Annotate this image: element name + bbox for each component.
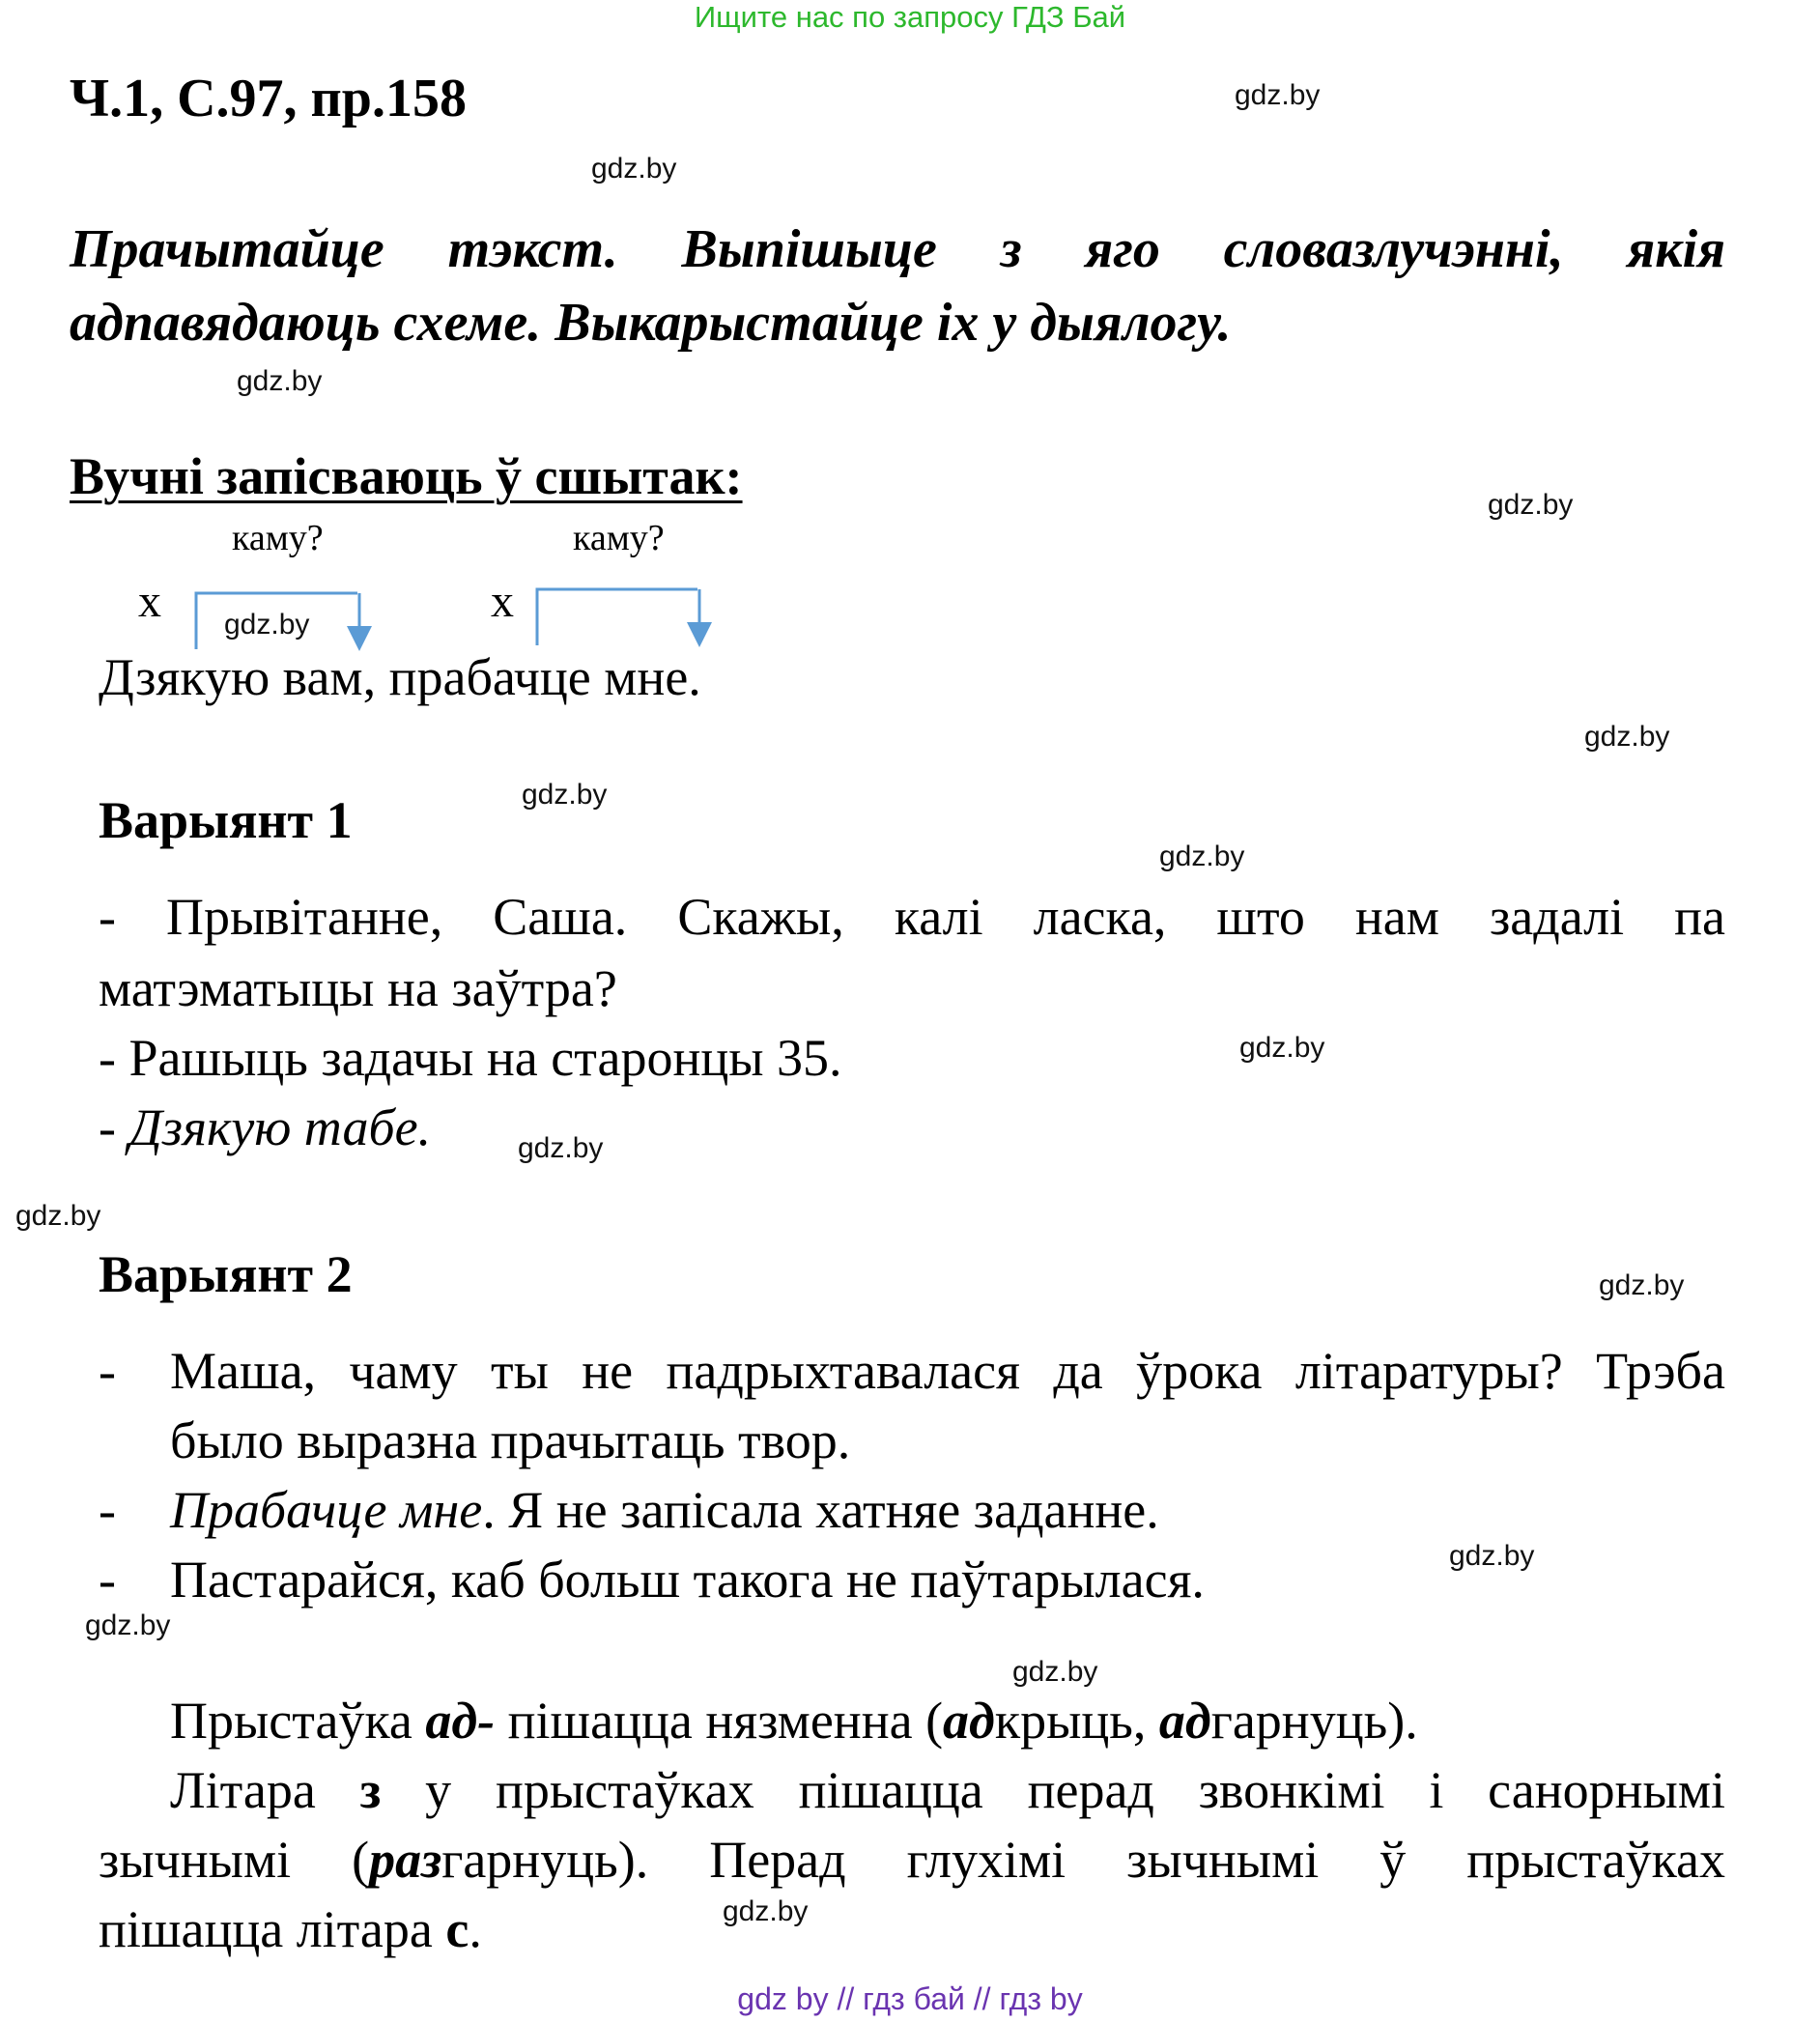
variant-2-heading: Варыянт 2 <box>99 1245 353 1303</box>
watermark: gdz.by <box>1599 1269 1685 1301</box>
watermark: gdz.by <box>1584 721 1670 753</box>
rule-paragraph-1: Прыстаўка ад- пішацца нязменна (адкрыць, адгарнуць). <box>170 1692 1418 1750</box>
bottom-banner: gdz by // гдз бай // гдз by <box>737 1981 1083 2016</box>
watermark: gdz.by <box>15 1200 101 1232</box>
variant-1-line-2: матэматыцы на заўтра? <box>99 959 617 1017</box>
phrase-thanks: Дзякую табе. <box>128 1098 432 1156</box>
scheme-marker-1: х <box>138 576 161 627</box>
watermark: gdz.by <box>522 779 608 811</box>
answer-phrases: Дзякую вам, прабачце мне. <box>99 648 701 706</box>
watermark: gdz.by <box>1449 1540 1535 1572</box>
watermark: gdz.by <box>591 153 677 185</box>
rule-paragraph-2-line-2: зычнымі (разгарнуць). Перад глухімі зычнымі ў прыстаўках <box>99 1831 1725 1889</box>
watermark: gdz.by <box>1012 1656 1098 1688</box>
variant-1-heading: Варыянт 1 <box>99 791 353 849</box>
variant-1-line-4: - Дзякую табе. <box>99 1098 432 1156</box>
notebook-heading: Вучні запісваюць ў сшытак: <box>70 447 743 505</box>
variant-1-line-1: - Прывітанне, Саша. Скажы, калі ласка, што нам задалі па <box>99 888 1725 946</box>
watermark: gdz.by <box>224 609 310 641</box>
variant-2-dash-2: - <box>99 1481 116 1539</box>
watermark: gdz.by <box>723 1895 809 1927</box>
variant-2-dash-1: - <box>99 1342 116 1400</box>
variant-2-item-3: Пастарайся, каб больш такога не паўтарылася. <box>170 1551 1205 1609</box>
task-line-2: адпавядаюць схеме. Выкарыстайце іх у дыялогу. <box>70 293 1232 353</box>
variant-2-item-2: Прабачце мне. Я не запісала хатняе заданне. <box>170 1481 1159 1539</box>
rule-paragraph-2-line-1: Літара з у прыстаўках пішацца перад звонкімі і санорнымі <box>170 1761 1725 1819</box>
watermark: gdz.by <box>85 1609 171 1641</box>
scheme-arrows <box>0 0 1820 676</box>
rule-paragraph-2-line-3: пішацца літара с. <box>99 1900 482 1958</box>
watermark: gdz.by <box>237 365 323 397</box>
variant-2-dash-3: - <box>99 1551 116 1609</box>
variant-1-line-3: - Рашыць задачы на старонцы 35. <box>99 1029 842 1087</box>
watermark: gdz.by <box>1235 79 1321 111</box>
variant-2-item-1-line-1: Маша, чаму ты не падрыхтавалася да ўрока літаратуры? Трэба <box>170 1342 1725 1400</box>
watermark: gdz.by <box>1159 840 1245 872</box>
watermark: gdz.by <box>1488 489 1574 521</box>
watermark: gdz.by <box>1239 1032 1325 1064</box>
task-line-1: Прачытайце тэкст. Выпішыце з яго словазлучэнні, якія <box>70 219 1725 279</box>
watermark: gdz.by <box>518 1132 604 1164</box>
top-banner: Ищите нас по запросу ГДЗ Бай <box>694 0 1126 34</box>
page-title: Ч.1, С.97, пр.158 <box>70 69 467 128</box>
scheme-question-1: каму? <box>232 518 324 558</box>
phrase-sorry: Прабачце мне <box>170 1481 483 1539</box>
scheme-bracket-2 <box>537 589 712 647</box>
scheme-question-2: каму? <box>573 518 665 558</box>
variant-2-item-1-line-2: было выразна прачытаць твор. <box>170 1411 851 1469</box>
scheme-marker-2: х <box>491 576 514 627</box>
